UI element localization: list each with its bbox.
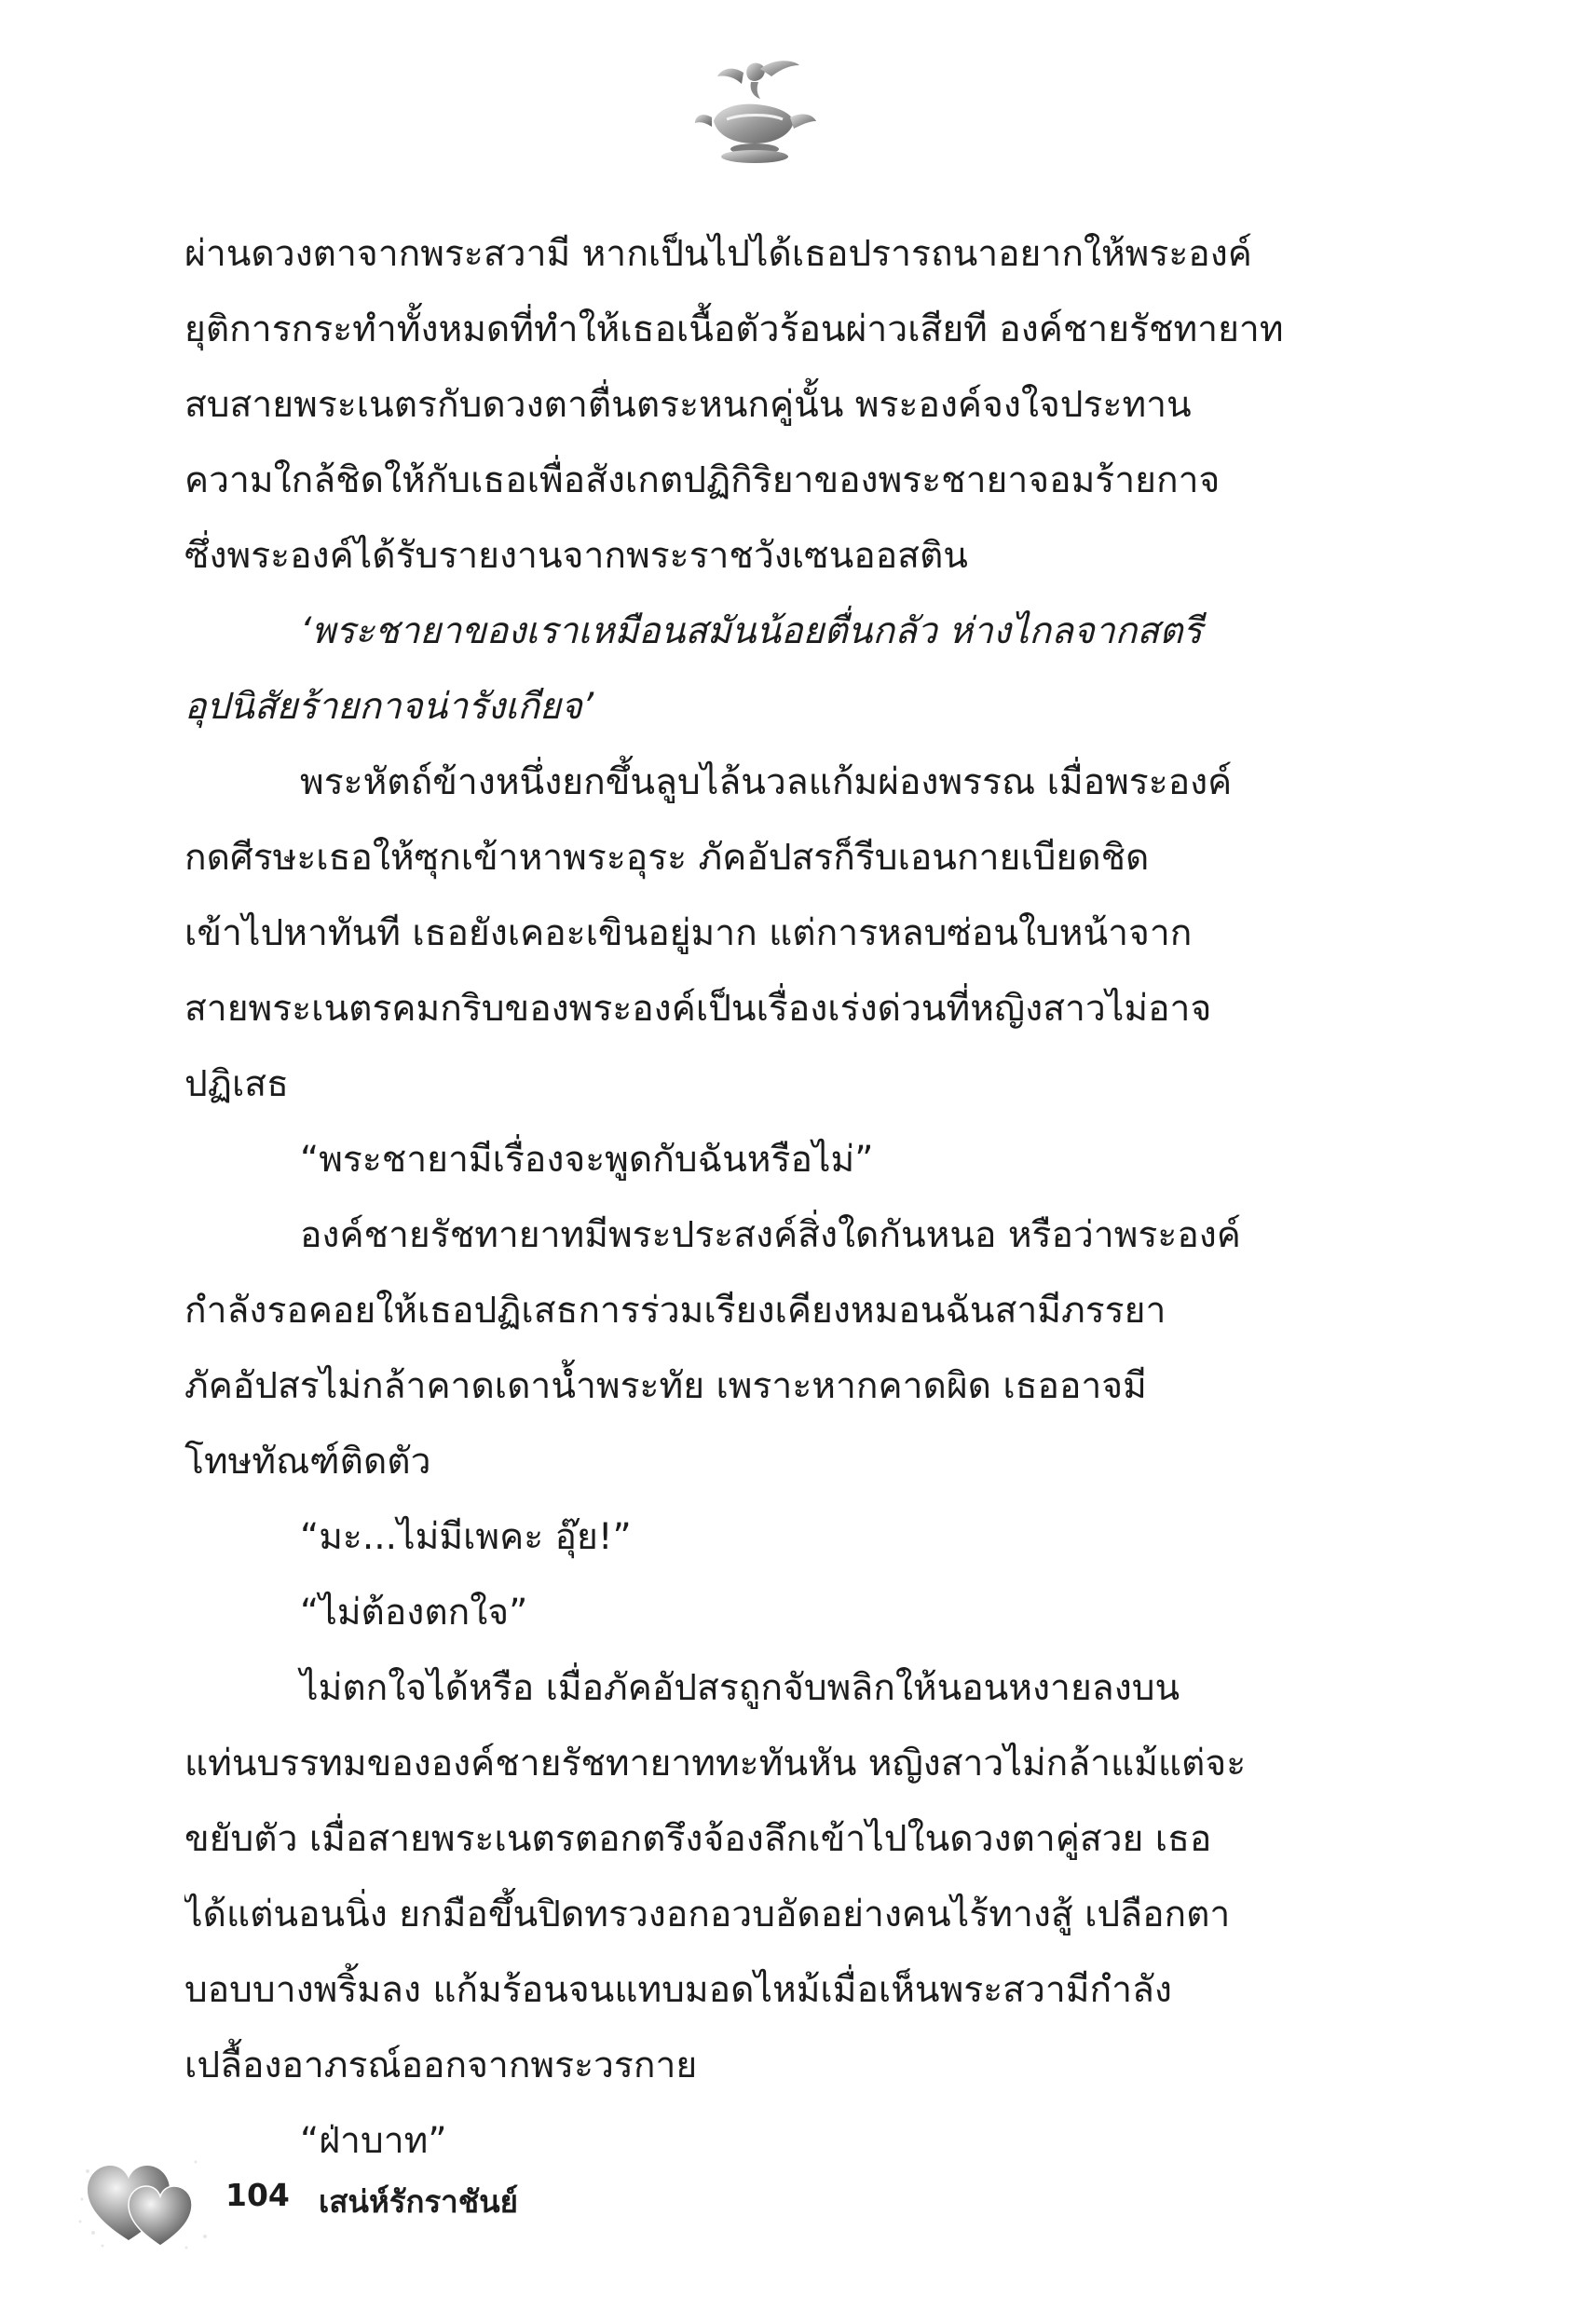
text-line: กดศีรษะเธอให้ซุกเข้าหาพระอุระ ภัคอัปสรก็รีบเอนกายเบียดชิด [184,837,1150,879]
text-line: ได้แต่นอนนิ่ง ยกมือขึ้นปิดทรวงอกอวบอัดอย่างคนไร้ทางสู้ เปลือกตา [184,1894,1231,1935]
text-line: โทษทัณฑ์ติดตัว [184,1441,431,1483]
text-line-thought: ‘พระชายาของเราเหมือนสมันน้อยตื่นกลัว ห่างไกลจากสตรี [300,610,1203,652]
body-text [184,216,1332,2179]
dialogue-line: “พระชายามีเรื่องจะพูดกับฉันหรือไม่” [300,1139,874,1181]
book-title: เสน่ห์รักราชันย์ [319,2183,518,2220]
cupid-lamp-ornament-icon [689,56,820,168]
text-line: เปลื้องอาภรณ์ออกจากพระวรกาย [184,2044,698,2086]
text-line-thought: อุปนิสัยร้ายกาจน่ารังเกียจ’ [184,686,594,728]
text-line: ยุติการกระทำทั้งหมดที่ทำให้เธอเนื้อตัวร้อนผ่าวเสียที องค์ชายรัชทายาท [184,308,1284,350]
text-line: กำลังรอคอยให้เธอปฏิเสธการร่วมเรียงเคียงหมอนฉันสามีภรรยา [184,1290,1166,1332]
text-line: ไม่ตกใจได้หรือ เมื่อภัคอัปสรถูกจับพลิกให้นอนหงายลงบน [300,1667,1180,1709]
text-line: ขยับตัว เมื่อสายพระเนตรตอกตรึงจ้องลึกเข้าไปในดวงตาคู่สวย เธอ [184,1818,1212,1860]
page-footer [75,2143,634,2255]
text-line: สบสายพระเนตรกับดวงตาตื่นตระหนกคู่นั้น พระองค์จงใจประทาน [184,384,1192,426]
text-line: องค์ชายรัชทายาทมีพระประสงค์สิ่งใดกันหนอ หรือว่าพระองค์ [300,1214,1241,1256]
text-line: พระหัตถ์ข้างหนึ่งยกขึ้นลูบไล้นวลแก้มผ่องพรรณ เมื่อพระองค์ [300,761,1233,803]
text-line: ปฏิเสธ [184,1063,289,1105]
text-line: แท่นบรรทมขององค์ชายรัชทายาททะทันหัน หญิงสาวไม่กล้าแม้แต่จะ [184,1743,1247,1785]
text-line: เข้าไปหาทันที เธอยังเคอะเขินอยู่มาก แต่การหลบซ่อนใบหน้าจาก [184,912,1193,954]
text-line: ความใกล้ชิดให้กับเธอเพื่อสังเกตปฏิกิริยาของพระชายาจอมร้ายกาจ [184,459,1221,501]
text-line: ผ่านดวงตาจากพระสวามี หากเป็นไปได้เธอปรารถนาอยากให้พระองค์ [184,233,1252,275]
text-line: ภัคอัปสรไม่กล้าคาดเดาน้ำพระทัย เพราะหากคาดผิด เธออาจมี [184,1365,1147,1407]
dialogue-line: “ไม่ต้องตกใจ” [300,1592,528,1634]
double-heart-icon [75,2143,214,2255]
dialogue-line: “ฝ่าบาท” [300,2120,447,2162]
dialogue-line: “มะ...ไม่มีเพคะ อุ๊ย!” [300,1516,632,1558]
text-line: บอบบางพริ้มลง แก้มร้อนจนแทบมอดไหม้เมื่อเห็นพระสวามีกำลัง [184,1969,1172,2011]
text-line: สายพระเนตรคมกริบของพระองค์เป็นเรื่องเร่งด่วนที่หญิงสาวไม่อาจ [184,988,1212,1030]
text-line: ซึ่งพระองค์ได้รับรายงานจากพระราชวังเซนออสติน [184,535,968,577]
page-number: 104 [225,2177,290,2213]
